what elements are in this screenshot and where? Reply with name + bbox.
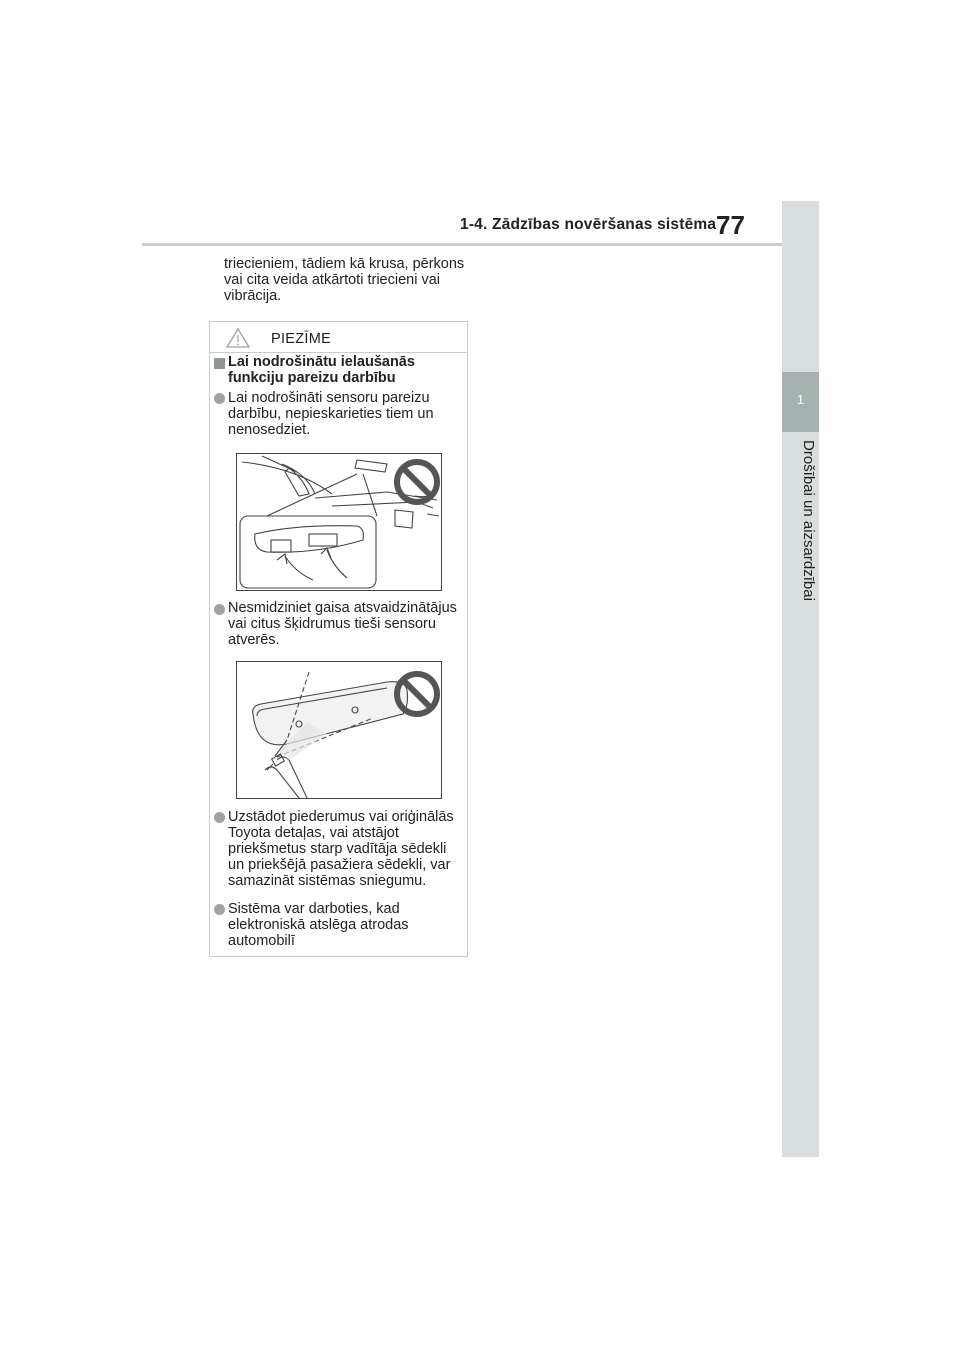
page-number: 77 <box>716 210 745 240</box>
intro-paragraph: triecieniem, tādiem kā krusa, pērkons vai cita veida atkārtoti triecieni vai vibrācija. <box>224 256 465 304</box>
square-bullet-icon <box>214 358 225 369</box>
warning-triangle-icon <box>225 327 251 349</box>
chapter-label: Drošībai un aizsardzībai <box>800 440 817 601</box>
bullet-dot-icon <box>214 393 225 404</box>
bullet-dot-icon <box>214 812 225 823</box>
header-rule <box>142 243 782 246</box>
bullet-dot-icon <box>214 904 225 915</box>
note-bullet: Lai nodrošināti sensoru pareizu darbību, nepieskarieties tiem un nenosedziet. <box>228 390 434 438</box>
bullet-dot-icon <box>214 604 225 615</box>
note-header-divider <box>210 352 467 353</box>
chapter-number: 1 <box>796 392 805 407</box>
section-title: 1-4. Zādzības novēršanas sistēma <box>460 216 717 233</box>
sensor-touch-figure <box>236 453 442 591</box>
note-bullet: Sistēma var darboties, kad elektroniskā atslēga atrodas automobilī <box>228 901 409 949</box>
note-subheading: Lai nodrošinātu ielaušanās funkciju pareizu darbību <box>228 354 415 386</box>
note-bullet: Uzstādot piederumus vai oriģinālās Toyota detaļas, vai atstājot priekšmetus starp vadītāja sēdekli un priekšējā pasažiera sēdekli, var samazināt sistēmas sniegumu. <box>228 809 454 889</box>
note-bullet: Nesmidziniet gaisa atsvaidzinātājus vai citus šķidrumus tieši sensoru atverēs. <box>228 600 457 648</box>
chapter-side-tab <box>782 201 819 1157</box>
note-title: PIEZĪME <box>271 331 332 347</box>
spray-figure <box>236 661 442 799</box>
spray-illustration <box>237 662 441 798</box>
sensor-illustration <box>237 454 441 590</box>
